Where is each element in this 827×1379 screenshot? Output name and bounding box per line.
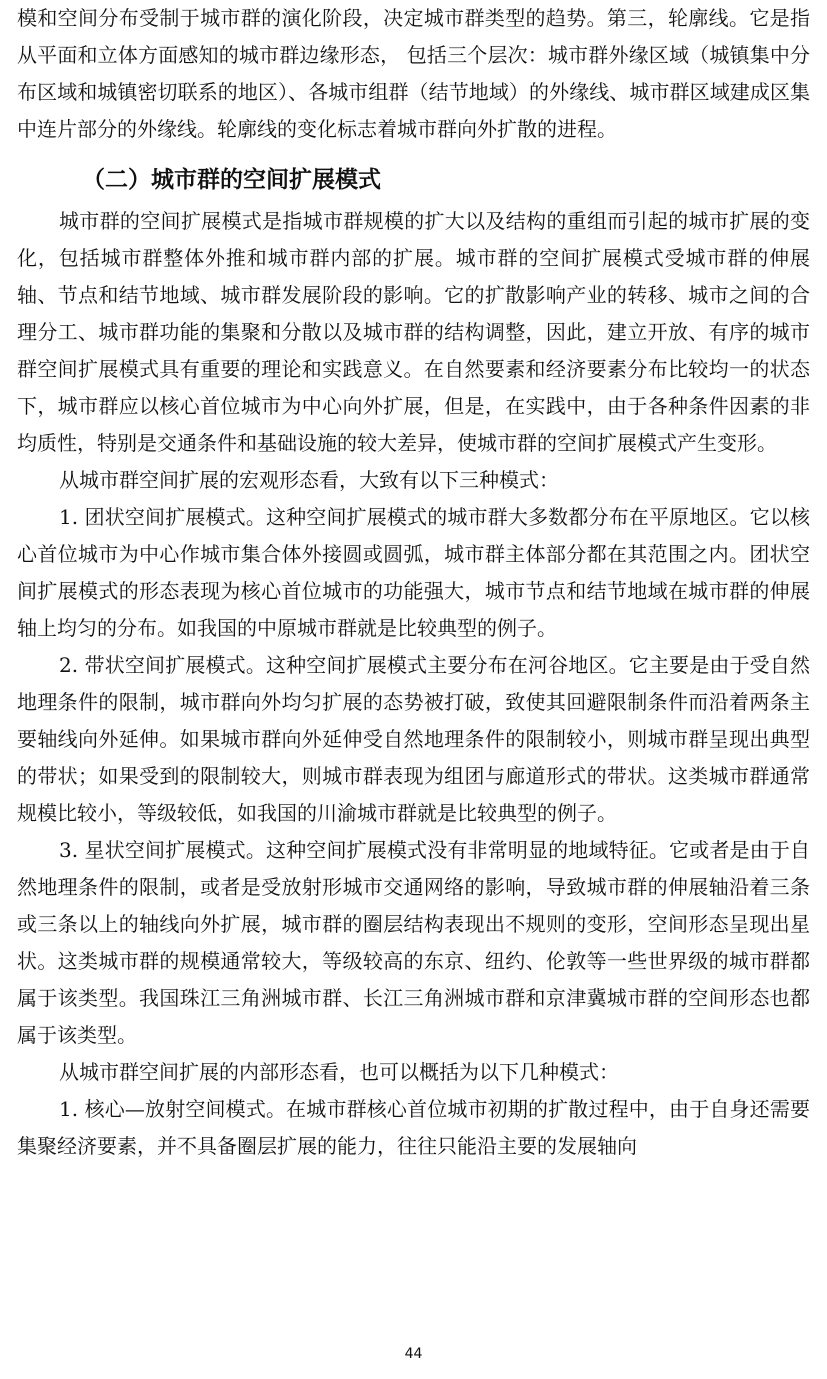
- paragraph-outline-continuation: 模和空间分布受制于城市群的演化阶段，决定城市群类型的趋势。第三，轮廓线。它是指从平面和立体方面感知的城市群边缘形态， 包括三个层次：城市群外缘区域（城镇集中分布区域和城镇密切联系的地区）、各城市组群（结节地域）的外缘线、城市群区域建成区集中连片部分的外缘线。轮廓线的变化标志着城市群向外扩散的进程。: [17, 6, 810, 141]
- paragraph-cluster-mode: 1. 团状空间扩展模式。这种空间扩展模式的城市群大多数都分布在平原地区。它以核心首位城市为中心作城市集合体外接圆或圆弧，城市群主体部分都在其范围之内。团状空间扩展模式的形态表现为核心首位城市的功能强大，城市节点和结节地域在城市群的伸展轴上均匀的分布。如我国的中原城市群就是比较典型的例子。: [17, 505, 810, 640]
- document-page: [17, 0, 810, 1165]
- paragraph-macro-lead: 从城市群空间扩展的宏观形态看，大致有以下三种模式：: [59, 468, 559, 492]
- paragraph-expansion-intro: 城市群的空间扩展模式是指城市群规模的扩大以及结构的重组而引起的城市扩展的变化，包括城市群整体外推和城市群内部的扩展。城市群的空间扩展模式受城市群的伸展轴、节点和结节地域、城市群发展阶段的影响。它的扩散影响产业的转移、城市之间的合理分工、城市群功能的集聚和分散以及城市群的结构调整，因此，建立开放、有序的城市群空间扩展模式具有重要的理论和实践意义。在自然要素和经济要素分布比较均一的状态下，城市群应以核心首位城市为中心向外扩展，但是，在实践中，由于各种条件因素的非均质性，特别是交通条件和基础设施的较大差异，使城市群的空间扩展模式产生变形。: [17, 209, 810, 455]
- paragraph-core-radial-mode: 1. 核心—放射空间模式。在城市群核心首位城市初期的扩散过程中，由于自身还需要集聚经济要素，并不具备圈层扩展的能力，往往只能沿主要的发展轴向: [17, 1097, 810, 1158]
- paragraph-internal-lead: 从城市群空间扩展的内部形态看，也可以概括为以下几种模式：: [59, 1060, 619, 1084]
- paragraph-star-mode: 3. 星状空间扩展模式。这种空间扩展模式没有非常明显的地域特征。它或者是由于自然地理条件的限制，或者是受放射形城市交通网络的影响，导致城市群的伸展轴沿着三条或三条以上的轴线向外扩展，城市群的圈层结构表现出不规则的变形，空间形态呈现出星状。这类城市群的规模通常较大，等级较高的东京、纽约、伦敦等一些世界级的城市群都属于该类型。我国珠江三角洲城市群、长江三角洲城市群和京津冀城市群的空间形态也都属于该类型。: [17, 838, 810, 1047]
- section-heading: （二）城市群的空间扩展模式: [82, 167, 381, 193]
- paragraph-belt-mode: 2. 带状空间扩展模式。这种空间扩展模式主要分布在河谷地区。它主要是由于受自然地理条件的限制，城市群向外均匀扩展的态势被打破，致使其回避限制条件而沿着两条主要轴线向外延伸。如果城市群向外延伸受自然地理条件的限制较小，则城市群呈现出典型的带状；如果受到的限制较大，则城市群表现为组团与廊道形式的带状。这类城市群通常规模比较小，等级较低，如我国的川渝城市群就是比较典型的例子。: [17, 653, 810, 825]
- page-number: 44: [404, 1346, 423, 1362]
